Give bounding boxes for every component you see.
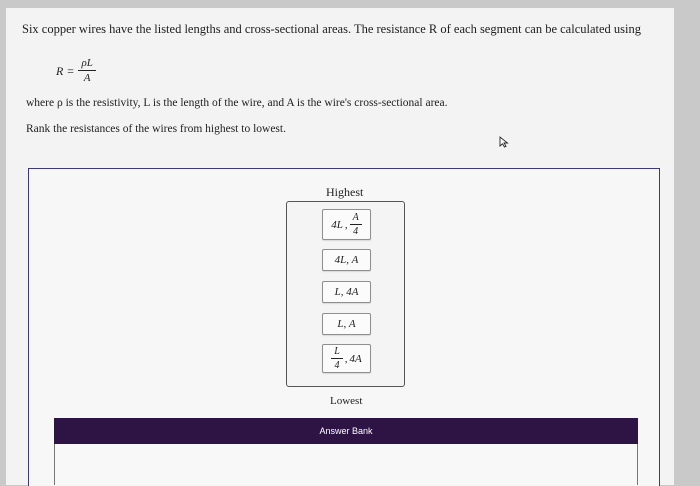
ranking-item[interactable]: [322, 249, 371, 271]
item-length: 4L: [331, 218, 343, 231]
answer-bank-area[interactable]: [54, 444, 638, 485]
lowest-label: Lowest: [330, 395, 363, 407]
item-label: L, A: [337, 318, 356, 330]
item-area: 4A: [349, 352, 362, 365]
ranking-item[interactable]: $\frac{L}{4}$ , 4A: [322, 344, 371, 373]
item-label: L, 4A: [334, 286, 359, 298]
item-area-fraction: [350, 213, 362, 237]
resistance-formula: [56, 58, 96, 84]
item-length-numerator: L: [331, 347, 343, 359]
ranking-item[interactable]: [322, 313, 371, 335]
answer-bank-header: Answer Bank: [54, 418, 638, 444]
mouse-cursor-icon: [499, 136, 509, 148]
item-label: 4L, A: [334, 254, 359, 266]
formula-lhs: R =: [56, 63, 75, 78]
highest-label: Highest: [326, 185, 364, 199]
formula-denominator: A: [83, 72, 91, 84]
instruction-text: Rank the resistances of the wires from highest to lowest.: [26, 123, 286, 135]
formula-fraction: [78, 58, 95, 84]
item-area-denominator: 4: [353, 225, 359, 237]
item-area-numerator: A: [350, 213, 362, 225]
item-length-fraction: [331, 347, 343, 371]
ranking-item[interactable]: [322, 281, 371, 303]
ranking-item[interactable]: 4L , $\frac{A}{4}$: [322, 209, 371, 240]
variable-definitions: where ρ is the resistivity, L is the length of the wire, and A is the wire's cross-sectional area.: [26, 97, 448, 109]
formula-numerator: ρL: [78, 58, 95, 71]
item-length-denominator: 4: [334, 359, 340, 371]
question-intro: Six copper wires have the listed lengths and cross-sectional areas. The resistance R of each segment can be calculated using: [22, 22, 641, 36]
